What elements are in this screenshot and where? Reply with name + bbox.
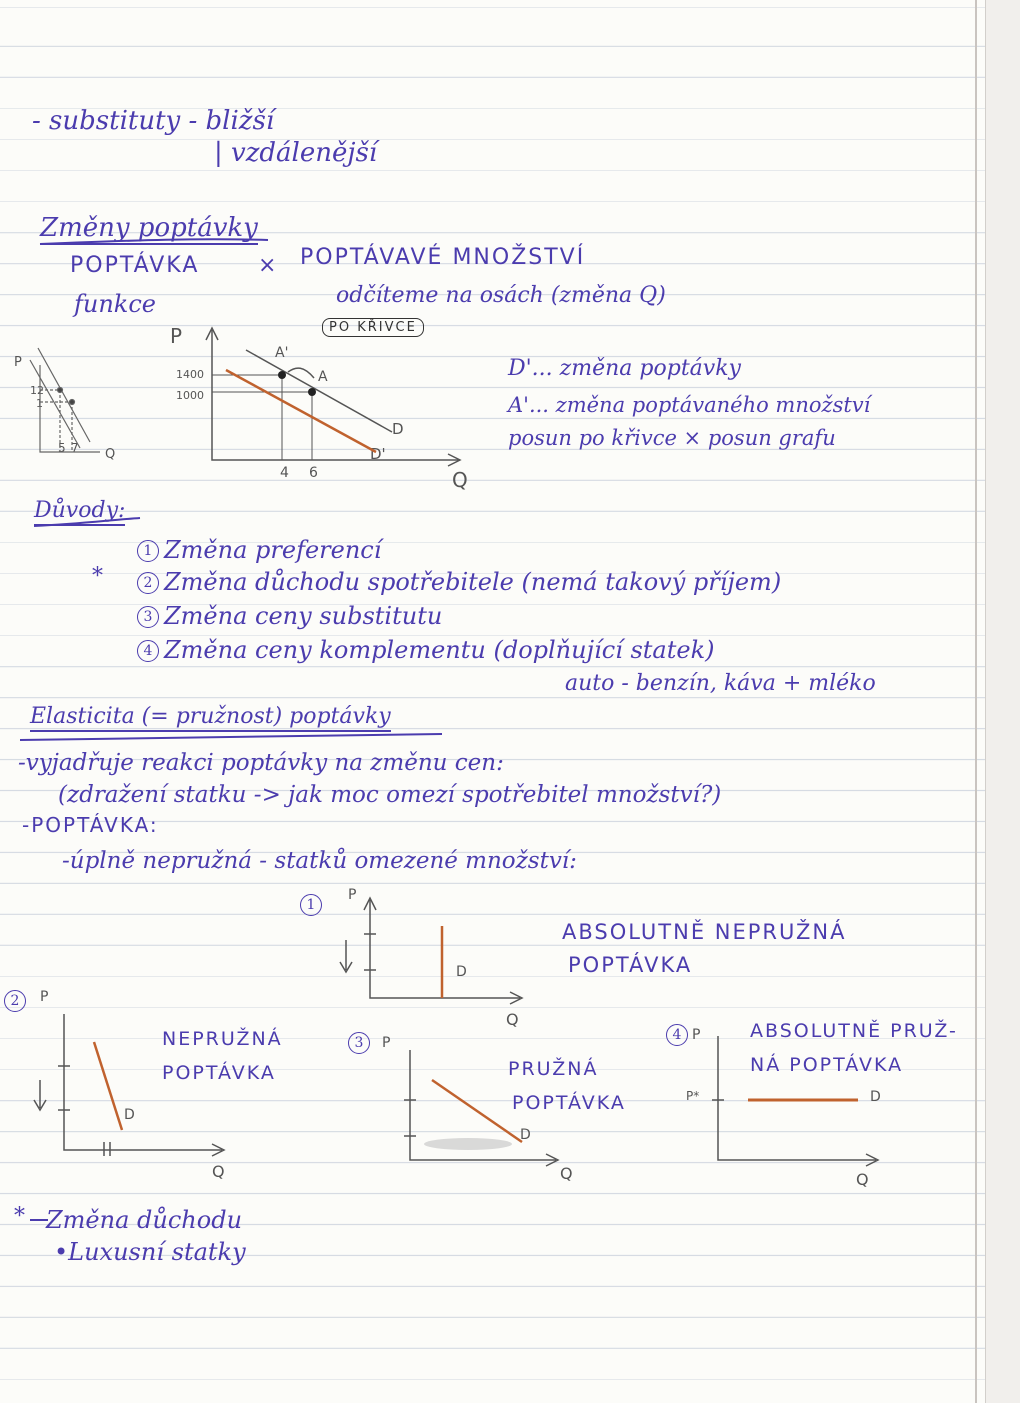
small-graph-v2: 1 — [36, 397, 43, 410]
bottom-line-2: •Luxusní statky — [54, 1238, 246, 1266]
small-graph-q: Q — [105, 447, 116, 462]
graph-3-p: P — [382, 1035, 391, 1051]
graph-3-label-2: POPTÁVKA — [512, 1092, 626, 1114]
graph-3-q: Q — [560, 1164, 573, 1183]
elasticity-line-1: -vyjadřuje reakci poptávky na změnu cen: — [18, 750, 504, 776]
quantity-label: POPTÁVAVÉ MNOŽSTVÍ — [300, 245, 586, 270]
graph-2-d: D — [124, 1107, 135, 1123]
changes-heading-underline — [40, 239, 268, 244]
along-curve-box: PO KŘIVCE — [322, 318, 424, 337]
ink-underlines — [20, 239, 442, 1220]
distant-line: | vzdálenější — [214, 138, 378, 168]
reason-1: Změna preferencí — [164, 536, 382, 564]
small-pencil-graph — [30, 348, 100, 455]
reasons-heading-underline — [34, 518, 140, 526]
graph-4-q: Q — [856, 1170, 869, 1189]
poptavka-label: POPTÁVKA — [70, 253, 200, 278]
graph-1-down-arrow — [340, 940, 352, 972]
graph-2-q-ticks — [104, 1142, 110, 1156]
graph-4-label-1: ABSOLUTNĚ PRUŽ- — [750, 1020, 958, 1042]
main-graph-y2: 1000 — [176, 389, 204, 402]
small-graph-v1: 12 — [30, 384, 44, 397]
small-graph-p: P — [14, 355, 22, 370]
reason-2-number: 2 — [137, 572, 159, 594]
main-graph-y1: 1400 — [176, 368, 204, 381]
graph-3-number: 3 — [348, 1032, 370, 1054]
graph-2-label-2: POPTÁVKA — [162, 1062, 276, 1084]
graph-3-d: D — [520, 1127, 531, 1143]
small-graph-x2: 7 — [71, 441, 79, 455]
graph-4-p: P — [692, 1027, 701, 1043]
point-a: A — [318, 369, 328, 385]
graph-2-axes — [34, 1014, 224, 1156]
changes-heading: Změny poptávky — [40, 213, 258, 243]
reason-3: Změna ceny substitutu — [164, 602, 443, 630]
reasons-heading: Důvody: — [34, 500, 125, 526]
reason-2: Změna důchodu spotřebitele (nemá takový příjem) — [164, 568, 782, 596]
graph-3-demand — [432, 1080, 522, 1142]
graph-4-d: D — [870, 1089, 881, 1105]
graph-1-d: D — [456, 964, 467, 980]
graph-1-q: Q — [506, 1010, 519, 1029]
main-graph-x1: 4 — [280, 465, 289, 481]
point-a-dot — [308, 388, 316, 396]
graph-2-number: 2 — [4, 990, 26, 1012]
small-graph-point-2 — [70, 400, 75, 405]
reason-1-number: 1 — [137, 540, 159, 562]
graph-1-label-1: ABSOLUTNĚ NEPRUŽNÁ — [562, 920, 847, 944]
curve-d-prime: D' — [370, 445, 386, 463]
small-graph-point-1 — [58, 388, 63, 393]
elasticity-line-2: (zdražení statku -> jak moc omezí spotřebitel množství?) — [58, 782, 722, 808]
main-graph-x2: 6 — [309, 465, 318, 481]
main-graph-q: Q — [452, 468, 468, 492]
graph-2-demand — [94, 1042, 122, 1130]
bottom-star: * — [14, 1204, 25, 1229]
graph-4-number: 4 — [666, 1024, 688, 1046]
complement-example: auto - benzín, káva + mléko — [565, 671, 876, 696]
main-graph — [206, 328, 460, 466]
star-mark: * — [92, 564, 103, 589]
read-axis-note: odčíteme na osách (změna Q) — [336, 283, 666, 308]
reason-4-number: 4 — [137, 640, 159, 662]
graph-2-p: P — [40, 989, 49, 1005]
note-a-prime: A'... změna poptávaného množství — [508, 393, 871, 417]
elasticity-heading-underline — [20, 734, 442, 740]
curve-d: D — [392, 420, 404, 438]
graph-4-pstar: P* — [686, 1089, 700, 1103]
graph-2-label-1: NEPRUŽNÁ — [162, 1028, 283, 1050]
small-graph-curve-1 — [38, 348, 90, 442]
main-graph-p: P — [170, 324, 183, 348]
bottom-line-1: Změna důchodu — [46, 1206, 243, 1234]
main-graph-guides — [212, 375, 312, 460]
reason-3-number: 3 — [137, 606, 159, 628]
note-shift: posun po křivce × posun grafu — [508, 426, 836, 450]
small-graph-x1: 5 — [58, 441, 66, 455]
graph-3-label-1: PRUŽNÁ — [508, 1058, 599, 1080]
reason-4: Změna ceny komplementu (doplňující statek) — [164, 636, 715, 664]
graph-2-down-arrow — [34, 1080, 46, 1110]
graph-2-axis-lines — [64, 1014, 222, 1150]
substitutes-line: - substituty - bližší — [32, 106, 275, 136]
small-graph-axes — [40, 365, 100, 455]
graph-2-q: Q — [212, 1162, 225, 1181]
main-graph-axes — [212, 330, 460, 463]
graph-1-axis-lines — [370, 900, 520, 998]
point-a-prime-dot — [278, 371, 286, 379]
graph-1-p: P — [348, 887, 357, 903]
graph-1-number: 1 — [300, 894, 322, 916]
note-d-prime: D'... změna poptávky — [508, 356, 741, 381]
graph-4-axis-lines — [718, 1036, 876, 1160]
graph-4-label-2: NÁ POPTÁVKA — [750, 1054, 904, 1076]
graph-1-axes — [340, 898, 522, 1004]
elasticity-line-4: -úplně nepružná - statků omezené množství: — [62, 848, 577, 874]
elasticity-line-3: -POPTÁVKA: — [22, 813, 159, 837]
graph-1-label-2: POPTÁVKA — [568, 953, 693, 977]
graph-3-shading — [424, 1138, 512, 1150]
cross-symbol: × — [258, 253, 279, 278]
elasticity-heading: Elasticita (= pružnost) poptávky — [30, 706, 391, 732]
funkce-label: funkce — [74, 290, 156, 318]
point-a-prime: A' — [275, 345, 289, 361]
